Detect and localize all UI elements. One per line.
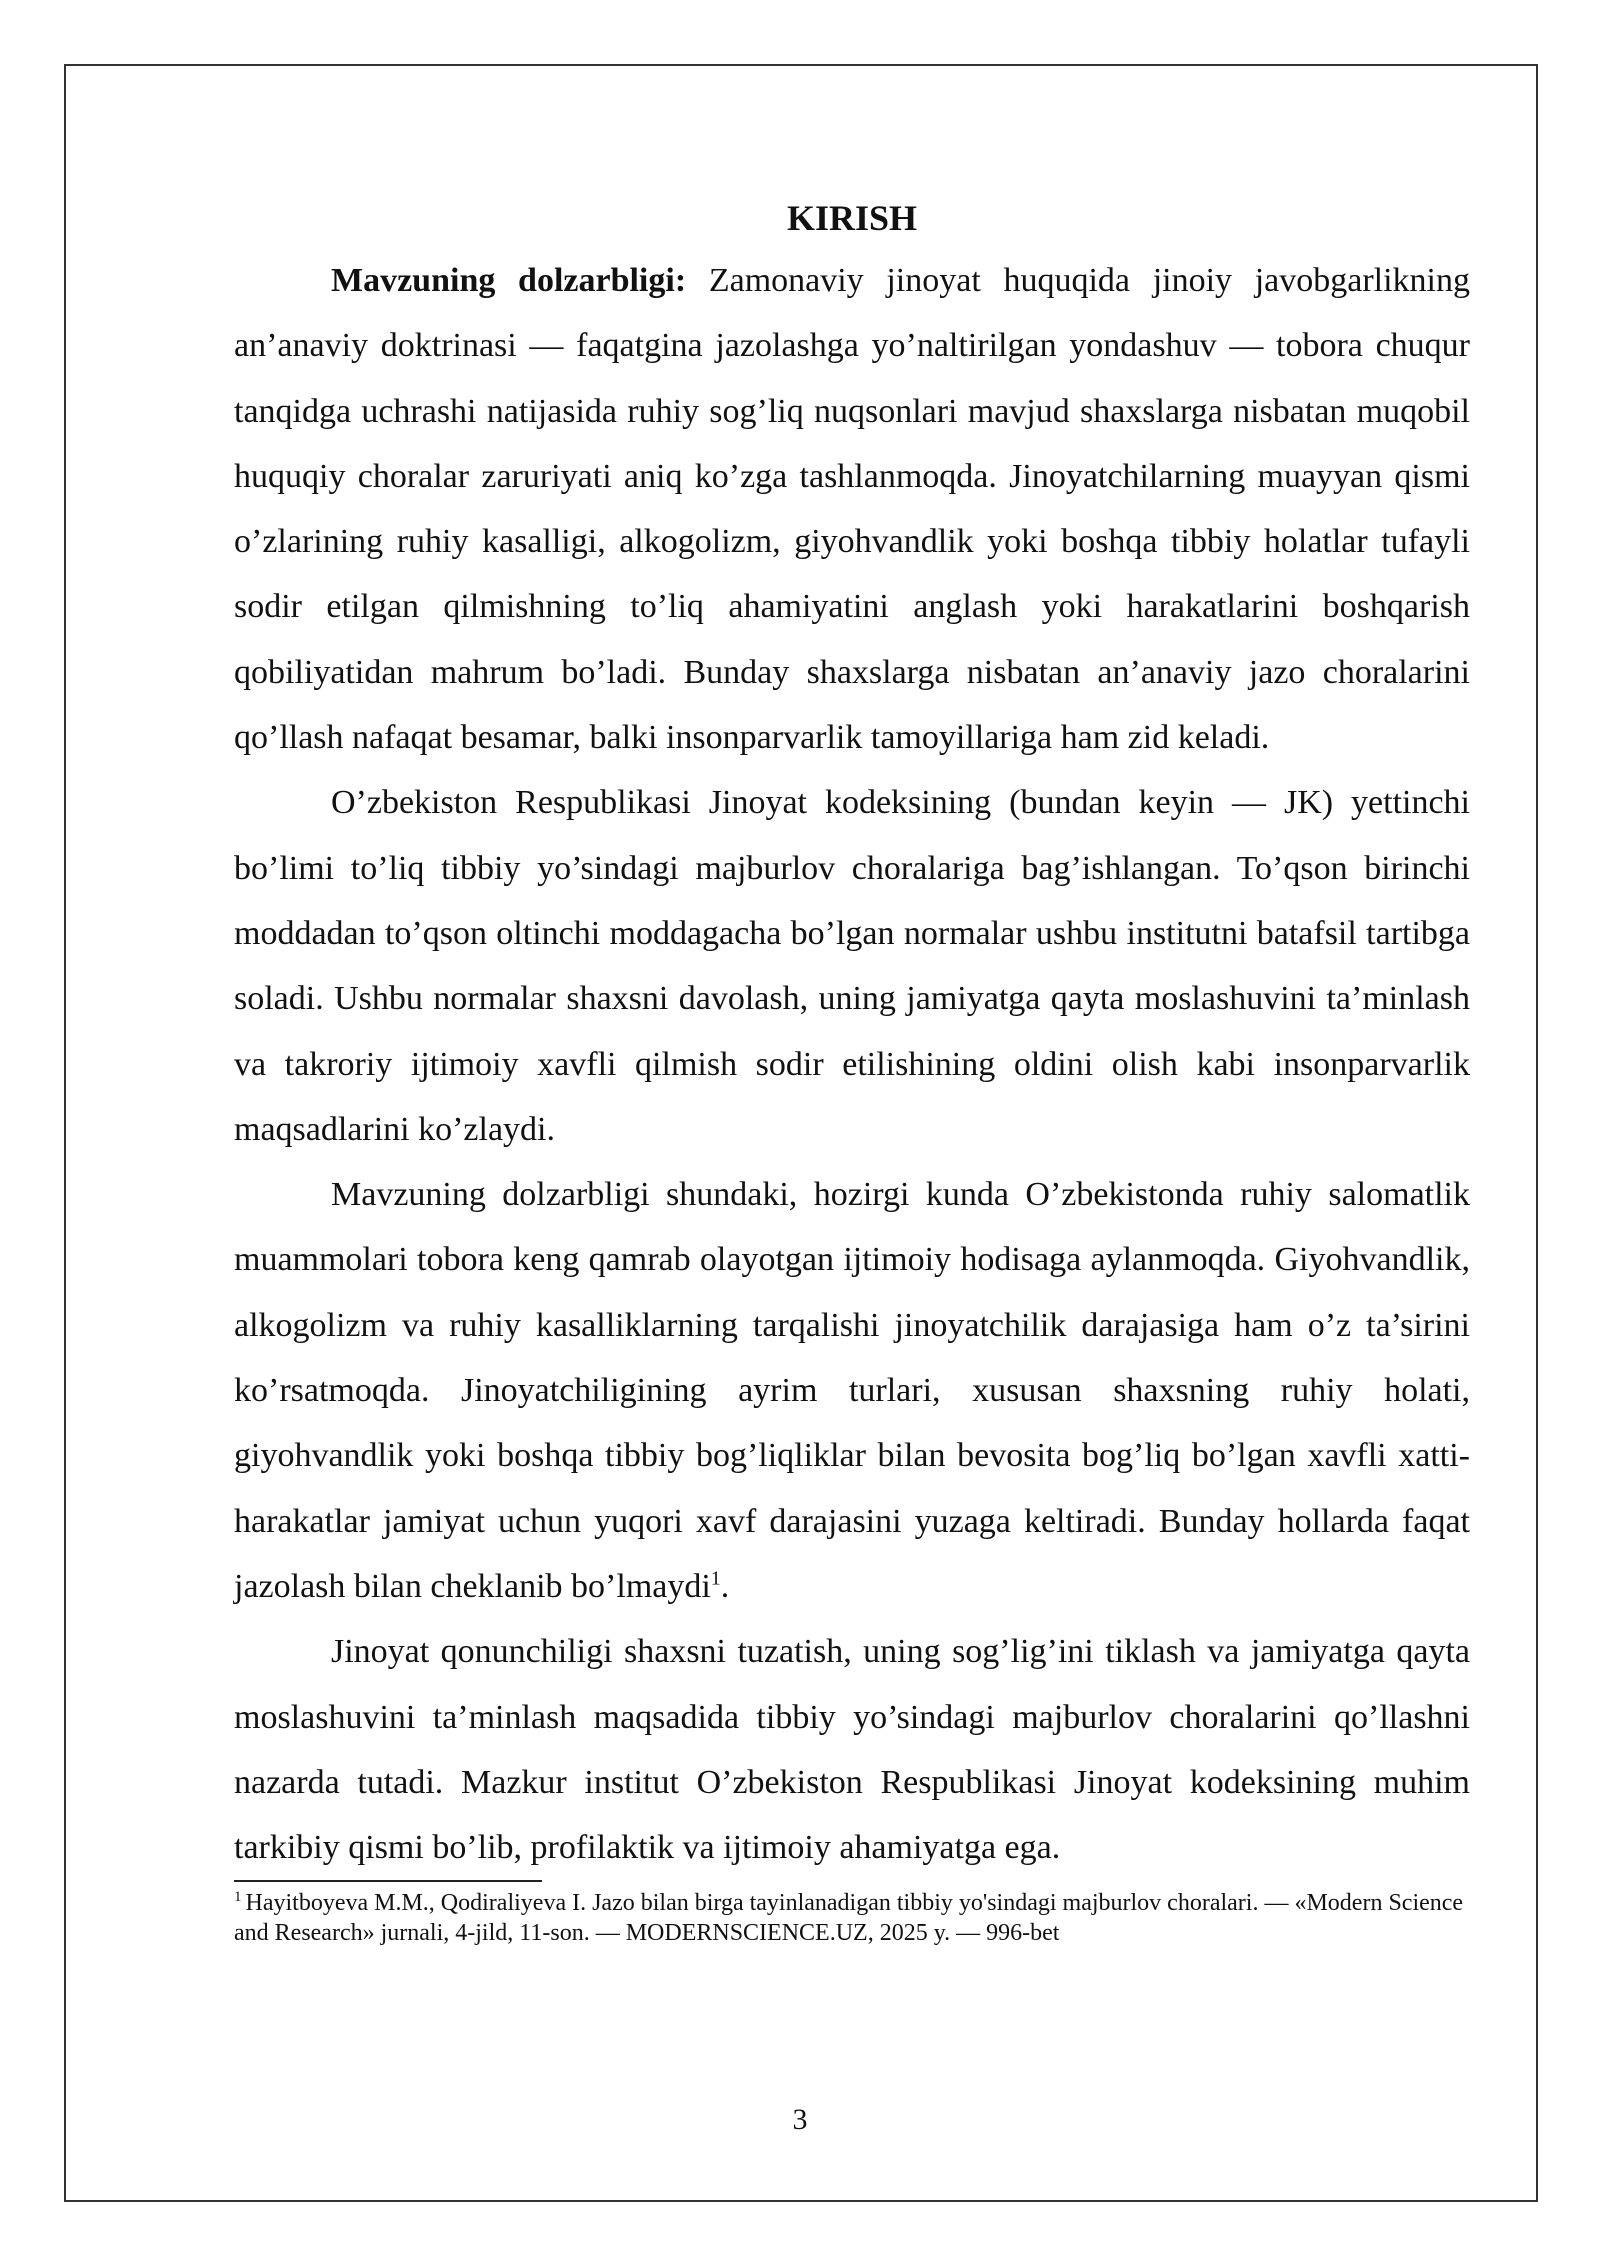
footnotes xyxy=(234,1888,1470,1948)
paragraph-mental-health xyxy=(234,1162,1470,1619)
footnote-item xyxy=(234,1888,1470,1948)
footnote-separator xyxy=(234,1880,542,1882)
page-content xyxy=(234,188,1470,1948)
footnote-marker: 1 xyxy=(234,1889,242,1906)
paragraph-text: Zamonaviy jinoyat huquqida jinoiy javobgarlikning an’anaviy doktrinasi — faqatgina jazolashga yo’naltirilgan yondashuv — tobora chuqur tanqidga uchrashi natijasida ruhiy sog’liq nuqsonlari mavjud shaxslarga nisbatan muqobil huquqiy choralar zaruriyati aniq ko’zga tashlanmoqda. Jinoyatchilarning muayyan qismi o’zlarining ruhiy kasalligi, alkogolizm, giyohvandlik yoki boshqa tibbiy holatlar tufayli sodir etilgan qilmishning to’liq ahamiyatini anglash yoki harakatlarini boshqarish qobiliyatidan mahrum bo’ladi. Bunday shaxslarga nisbatan an’anaviy jazo choralarini qo’llash nafaqat besamar, balki insonparvarlik tamoyillariga ham zid keladi. xyxy=(234,262,1471,757)
paragraph-lead-bold: Mavzuning dolzarbligi: xyxy=(331,262,687,299)
paragraph-criminal-code: O’zbekiston Respublikasi Jinoyat kodeksining (bundan keyin — JK) yettinchi bo’limi to’liq tibbiy yo’sindagi majburlov choralariga bag’ishlangan. To’qson birinchi moddadan to’qson oltinchi moddagacha bo’lgan normalar ushbu institutni batafsil tartibga soladi. Ushbu normalar shaxsni davolash, uning jamiyatga qayta moslashuvini ta’minlash va takroriy ijtimoiy xavfli qilmish sodir etilishining oldini olish kabi insonparvarlik maqsadlarini ko’zlaydi. xyxy=(234,784,1470,1148)
paragraph-end-punctuation: . xyxy=(720,1567,730,1605)
paragraph-relevance xyxy=(234,248,1470,770)
page-number: 3 xyxy=(792,2103,808,2136)
paragraph-text: Mavzuning dolzarbligi shundaki, hozirgi kunda O’zbekistonda ruhiy salomatlik muammolari tobora keng qamrab olayotgan ijtimoiy hodisaga aylanmoqda. Giyohvandlik, alkogolizm va ruhiy kasalliklarning tarqalishi jinoyatchilik darajasiga ham o’z ta’sirini ko’rsatmoqda. Jinoyatchiligining ayrim turlari, xususan shaxsning ruhiy holati, giyohvandlik yoki boshqa tibbiy bog’liqliklar bilan bevosita bog’liq bo’lgan xavfli xatti-harakatlar jamiyat uchun yuqori xavf darajasini yuzaga keltiradi. Bunday hollarda faqat jazolash bilan cheklanib bo’lmaydi xyxy=(234,1176,1470,1605)
footnote-text: Hayitboyeva M.M., Qodiraliyeva I. Jazo bilan birga tayinlanadigan tibbiy yo'sindagi majburlov choralari. — «Modern Science and Research» jurnali, 4-jild, 11-son. — MODERNSCIENCE.UZ, 2025 y. — 996-bet xyxy=(234,1890,1464,1947)
paragraph-legislation: Jinoyat qonunchiligi shaxsni tuzatish, uning sog’lig’ini tiklash va jamiyatga qayta moslashuvini ta’minlash maqsadida tibbiy yo’sindagi majburlov choralarini qo’llashni nazarda tutadi. Mazkur institut O’zbekiston Respublikasi Jinoyat kodeksining muhim tarkibiy qismi bo’lib, profilaktik va ijtimoiy ahamiyatga ega. xyxy=(234,1633,1470,1867)
footnote-reference[interactable]: 1 xyxy=(710,1567,721,1590)
section-heading: KIRISH xyxy=(786,198,918,238)
